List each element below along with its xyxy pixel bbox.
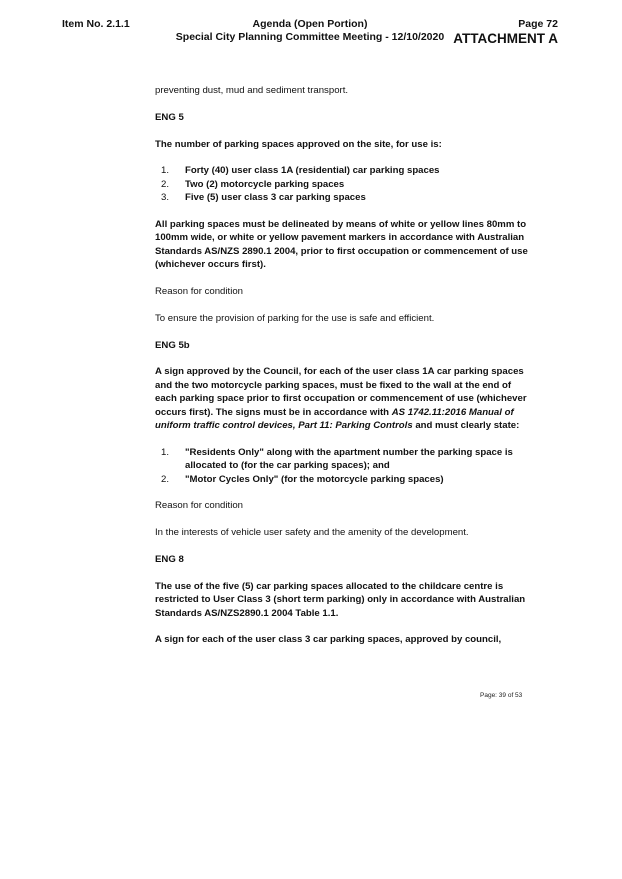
eng5b-reason-label: Reason for condition [155,500,243,512]
eng5b-list [155,446,530,486]
agenda-line-1: Agenda (Open Portion) [252,18,368,30]
list-text: Five (5) user class 3 car parking spaces [185,192,366,204]
list-number: 3. [161,192,170,204]
list-item [155,178,530,191]
eng5b-heading: ENG 5b [155,339,190,351]
eng5b-text-a: A sign approved by the Council, for each of the user class 1A car parking spaces and the two motorcycle parking spaces, must be fixed to the wall at the end of each parking space prior to first occupation or commencement of use (whichever occurs first). The signs must be in accordance with [155,366,527,418]
list-item [155,164,530,177]
eng5-paragraph: All parking spaces must be delineated by means of white or yellow lines 80mm to 100mm wide, or white or yellow pavement markers in accordance with Australian Standards AS/NZS 2890.1 2004, prior to first occupation or commencement of use (whichever occurs first). [155,219,528,271]
page-info [453,18,558,46]
list-number: 2. [161,178,170,190]
eng5b-reason: In the interests of vehicle user safety and the amenity of the development. [155,527,469,539]
eng5-heading: ENG 5 [155,111,184,123]
list-text: Two (2) motorcycle parking spaces [185,178,345,190]
eng5-reason-label: Reason for condition [155,286,243,298]
page-footer: Page: 39 of 53 [480,692,523,699]
list-number: 1. [161,165,170,177]
list-item [155,473,530,486]
list-text: "Residents Only" along with the apartment number the parking space is allocated to (for the car parking spaces); and [185,446,513,472]
list-number: 1. [161,446,170,458]
eng8-heading: ENG 8 [155,554,184,566]
list-item [155,446,530,473]
eng5-lead: The number of parking spaces approved on the site, for use is: [155,138,442,150]
eng5-list [155,164,530,204]
eng5-reason: To ensure the provision of parking for the use is safe and efficient. [155,312,435,324]
attachment-label: ATTACHMENT A [453,31,558,46]
list-item [155,191,530,204]
agenda-line-2: Special City Planning Committee Meeting - 12/10/2020 [175,31,445,43]
eng5b-paragraph [155,365,530,432]
list-text: Forty (40) user class 1A (residential) car parking spaces [185,165,440,177]
list-number: 2. [161,473,170,485]
document-body [155,84,530,647]
eng8-paragraph-2: A sign for each of the user class 3 car parking spaces, approved by council, [155,634,502,646]
list-text: "Motor Cycles Only" (for the motorcycle parking spaces) [185,473,444,485]
eng8-paragraph-1: The use of the five (5) car parking spaces allocated to the childcare centre is restricted to User Class 3 (short term parking) only in accordance with Australian Standards AS/NZS2890.1 2004 Table 1.1. [155,580,526,619]
agenda-title [160,18,460,44]
item-number: Item No. 2.1.1 [62,18,130,30]
page-number: Page 72 [518,18,558,30]
intro-text: preventing dust, mud and sediment transport. [155,85,349,96]
eng5b-text-b: and must clearly state: [412,420,520,432]
eng5b-standard-ref: AS 1742.11:2016 Manual of uniform traffic control devices, Part 11: Parking Controls [155,406,514,432]
